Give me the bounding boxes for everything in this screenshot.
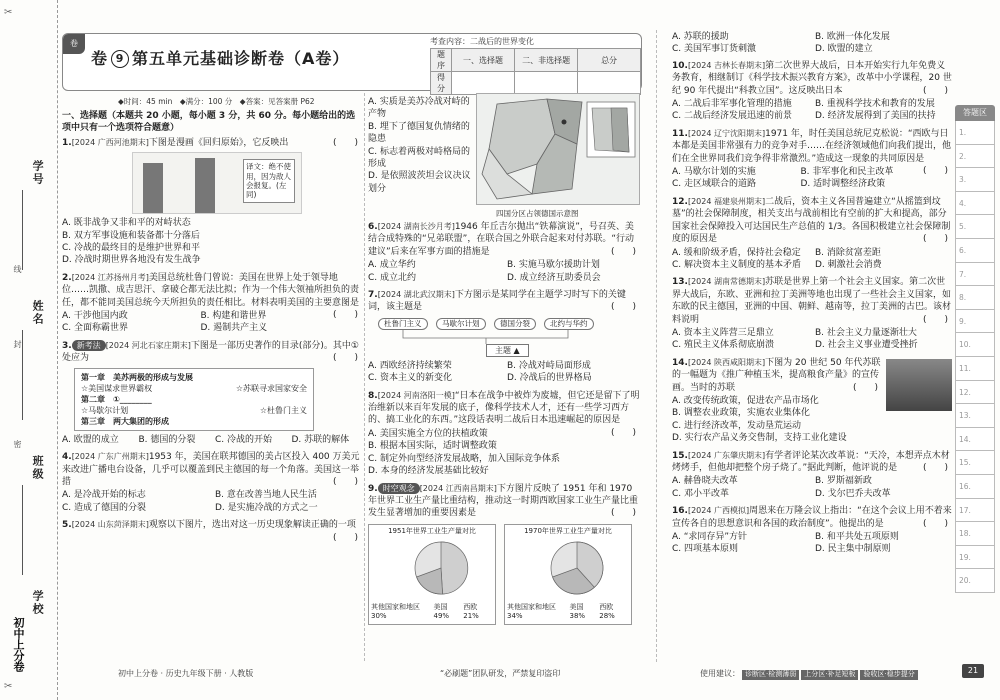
option[interactable]: A. 二战后非军事化管理的措施 [672,99,792,110]
answer-cell[interactable]: 5. [955,215,995,239]
option[interactable]: C. 冷战的最终目的是维护世界和平 [62,243,201,254]
option[interactable]: C. 全面称霸世界 [62,323,129,334]
option[interactable]: A. 欧盟的成立 [62,434,119,445]
option[interactable]: D. 是实施冷战的方式之一 [215,502,318,513]
option[interactable]: A. 既非战争又非和平的对峙状态 [62,218,191,229]
option[interactable]: A. 马歇尔计划的实施 [672,167,756,178]
option[interactable]: D. 是依照波茨坦会议决议划分 [368,171,471,194]
answer-cell[interactable]: 13. [955,404,995,428]
option[interactable]: C. 四项基本原则 [672,544,739,555]
exam-meta: ◆时间：45 min ◆满分：100 分 ◆答案：见答案册 P62 [118,97,315,106]
propaganda-poster-image [886,359,952,411]
option[interactable]: D. 适时调整经济政策 [800,179,886,190]
option[interactable]: C. 邓小平改革 [672,488,730,499]
exam-content: 考查内容：二战后的世界变化 [430,37,534,46]
usage-suggestion: 使用建议： 诊断区·检测薄弱 上分区·补足短板 验收区·稳步提分 [700,668,918,680]
option[interactable]: A. 赫鲁晓夫改革 [672,476,738,487]
column-divider [364,93,365,661]
student-no-line [22,190,23,270]
answer-cell[interactable]: 19. [955,546,995,570]
option[interactable]: D. 戈尔巴乔夫改革 [815,488,891,499]
score-table: 题序 一、选择题 二、非选择题 总分 得分 [430,48,641,95]
question-3: 3. 新考法 [2024 河北石家庄期末]下图是一部历史著作的目录(部分)。其中①处应为 ( ) 第一章 美苏两极的形成与发展 ☆美国谋求世界霸权 ☆苏联寻求国家安全 第二章 ①________ ☆马歇尔计划 ☆杜鲁门主义 第三章 两大集团的形成 A. 欧盟的成立 B. 德国的分裂 C. 冷战的开始 D. 苏联的解体 [62,340,362,446]
option[interactable]: C. 二战后经济发展迅速的前景 [672,111,793,122]
option[interactable]: D. 成立经济互助委员会 [507,272,601,283]
option[interactable]: B. 构建和谐世界 [200,311,267,322]
footer-center: “必刷题”团队研发，严禁复印盗印 [440,669,561,678]
answer-cell[interactable]: 12. [955,381,995,405]
page-number: 21 [962,664,984,678]
column-left [62,110,362,544]
option[interactable]: A. 苏联的援助 [672,32,729,42]
answer-cell[interactable]: 8. [955,286,995,310]
question-6: 6.[2024 湖南长沙月考]1946 年丘吉尔抛出“铁幕演说”，号召英、美结合成特殊的“兄弟联盟”，在联合国之外联合起来对付苏联。“行动建议”后来在军事方面的措施是 ( ) A. 成立华约 B. 实施马歇尔援助计划 C. 成立北约 D. 成立经济互助委员会 [368,221,640,284]
school-label: 学校 [31,590,45,616]
question-10: 10.[2024 吉林长春期末]第二次世界大战后，日本开始实行九年免费义务教育，相继制订《科学技术振兴教育方案》，改革中小学课程，20 世纪 90 年代提出“科教立国”。这反映出日本 ( ) A. 二战后非军事化管理的措施 B. 重视科学技术和教育的发展 C. 二战后经济发展迅速的前景 D. 经济发展得到了美国的扶持 [672,60,952,122]
option[interactable]: D. 刺激社会消费 [815,259,882,270]
exam-title: 卷 9 第五单元基础诊断卷（A卷） [91,49,350,68]
question-16: 16.[2024 广西模拟]周恩来在万隆会议上指出：“在这个会议上用不着来宣传各自的思想意识和各国的政治制度”。他提出的是 ( ) A. “求同存异”方针 B. 和平共处五项原则 C. 四项基本原则 D. 民主集中制原则 [672,506,952,555]
option[interactable]: B. 罗斯福新政 [815,476,872,487]
answer-cell[interactable]: 6. [955,239,995,263]
new-method-tag: 新考法 [72,340,106,351]
question-2: 2.[2024 江苏扬州月考]美国总统杜鲁门曾说：美国在世界上处于领导地位……凯撒、成吉思汗、拿破仑都无法比拟；作为一个伟大领袖所担负的责任，都不能同美国总统今天所担负的责任相比。材料表明美国的主要意图是 ( ) A. 干涉他国内政 B. 构建和谐世界 C. 全面称霸世界 D. 遏制共产主义 [62,272,360,334]
answer-cell[interactable]: 4. [955,192,995,216]
question-5: 5.[2024 山东菏泽期末]观察以下图片，选出对这一历史现象解读正确的一项 ( ) [62,520,358,543]
column-divider [656,30,657,662]
option[interactable]: A. 资本主义阵营三足鼎立 [672,327,774,338]
answer-cell[interactable]: 10. [955,333,995,357]
score-cell[interactable] [452,72,515,95]
answer-cell[interactable]: 9. [955,310,995,334]
question-1: 1.[2024 广西河池期末]下图是漫画《回归原始》，它反映出 ( ) 译文：绝不使用，因为敌人会报复。(左同) A. 既非战争又非和平的对峙状态 B. 双方军事设施和装备都十分落后 C. 冷战的最终目的是维护世界和平 D. 冷战时期世界各地没有发生战争 [62,137,362,267]
question-4: 4.[2024 广东广州期末]1953 年，美国在联邦德国的美占区投入 400 万美元来改进广播电台设备，几乎可以覆盖到民主德国的每一个角落。美国这一举措 ( ) A. 是冷战开始的标志 B. 意在改善当地人民生活 C. 造成了德国的分裂 D. 是实施冷战的方式之一 [62,451,362,514]
option[interactable]: A. 实质是美苏冷战对峙的产物 [368,97,470,120]
option[interactable]: D. 实行农产品义务交售制，支持工业化建设 [672,433,847,444]
answer-area-title: 答题区 [955,105,995,121]
option[interactable]: B. 意在改善当地人民生活 [215,490,317,501]
answer-cell[interactable]: 15. [955,451,995,475]
option[interactable]: B. 双方军事设施和装备都十分落后 [62,230,200,241]
option[interactable]: B. 德国的分裂 [138,434,196,445]
score-cell[interactable] [578,72,641,95]
cut-mark: 封 [13,340,23,348]
option[interactable]: C. 殖民主义体系彻底崩溃 [672,340,775,351]
question-9: 9. 时空观念 [2024 江西南昌期末]下方图片反映了 1951 年和 1970 年世界工业生产量比重结构，推动这一时期西欧国家工业生产量比重发生显著增加的重要因素是 ( ) 1951年世界工业生产量对比 其他国家和地区 30% 美国 49% 西欧 21% 1970年世界工业生产量对比 其他国家和地区 34% 美国 38% 西欧 28% [368,483,640,626]
section-title: 一、选择题（本题共 20 小题，每小题 3 分，共 60 分。每小题给出的选项中只有一个选项符合题意） [62,111,356,134]
germany-occupation-map [476,93,640,205]
answer-cell[interactable]: 1. [955,121,995,145]
cartoon-image [132,152,302,214]
cut-mark: 线 [13,265,23,273]
option[interactable]: A. 是冷战开始的标志 [62,490,146,501]
student-no-label: 学号 [31,160,45,186]
option[interactable]: D. 民主集中制原则 [815,544,891,555]
answer-cell[interactable]: 18. [955,522,995,546]
footer-left: 初中上分卷 · 历史九年级下册 · 人教版 [118,669,254,678]
question-13: 13.[2024 湖南常德期末]苏联是世界上第一个社会主义国家。第二次世界大战后，东欧、亚洲和拉丁美洲等地也出现了一些社会主义国家，如东欧的民主德国，亚洲的中国、朝鲜、越南等，拉丁美洲的古巴。该材料说明 ( ) A. 资本主义阵营三足鼎立 B. 社会主义力量逐渐壮大 C. 殖民主义体系彻底崩溃 D. 社会主义事业遭受挫折 [672,277,952,351]
option[interactable]: C. 造成了德国的分裂 [62,502,147,513]
option[interactable]: B. 冷战对峙局面形成 [507,360,591,371]
score-cell[interactable] [515,72,578,95]
cut-mark: 密 [13,440,23,448]
answer-cell[interactable]: 2. [955,145,995,169]
option[interactable]: D. 社会主义事业遭受挫折 [815,340,918,351]
option[interactable]: A. 干涉他国内政 [62,311,128,322]
answer-cell[interactable]: 20. [955,569,995,593]
option[interactable]: B. 消除贫富差距 [815,247,881,258]
question-14: 14.[2024 陕西咸阳期末]下图为 20 世纪 50 年代苏联的一幅题为《推广种植玉米，提高粮食产量》的宣传画。当时的苏联 ( ) A. 改变传统政策，促进农产品市场化 B. 调整农业政策，实施农业集体化 C. 进行经济改革，发动垦荒运动 D. 实行农产品义务交售制，支持工业化建设 [672,357,952,445]
option[interactable]: D. 经济发展得到了美国的扶持 [815,111,936,122]
answer-cell[interactable]: 3. [955,168,995,192]
option[interactable]: D. 冷战后的世界格局 [507,373,592,384]
option[interactable]: B. 欧洲一体化发展 [815,32,890,42]
answer-cell[interactable]: 16. [955,475,995,499]
option[interactable]: C. 标志着两极对峙格局的形成 [368,146,471,170]
concept-tag: 时空观念 [378,483,420,494]
answer-cell[interactable]: 11. [955,357,995,381]
exam-header [62,33,642,94]
pie-1970: 1970年世界工业生产量对比 其他国家和地区 34% 美国 38% 西欧 28% [504,524,632,625]
brand-logo: 初中上分卷 [12,617,25,672]
answer-cell[interactable]: 17. [955,499,995,523]
option[interactable]: B. 实施马歇尔援助计划 [507,260,600,271]
answer-cell[interactable]: 14. [955,428,995,452]
option[interactable]: B. 社会主义力量逐渐壮大 [815,327,917,338]
option[interactable]: B. 重视科学技术和教育的发展 [815,99,935,110]
question-11: 11.[2024 辽宁沈阳期末]1971 年，时任美国总统尼克松说：“西欧与日本都是美国非常强有力的竞争对手……在经济领域他们向我们提出，他们在全世界同我们竞争得非常激烈。”造成这一现象的共同原因是 ( ) A. 马歇尔计划的实施 B. 非军事化和民主改革 C. 走区域联合的道路 D. 适时调整经济政策 [672,128,952,190]
question-15: 15.[2024 广东肇庆期末]有学者评论某次改革说：“天冷，本想弄点木材烤烤手，但他却把整个房子烧了。”据此判断，他评说的是 ( ) A. 赫鲁晓夫改革 B. 罗斯福新政 C. 邓小平改革 D. 戈尔巴乔夫改革 [672,450,952,501]
option[interactable]: D. 欧盟的建立 [815,44,873,55]
option[interactable]: B. 根据本国实际，适时调整政策 [368,441,497,452]
exam-number-badge: 9 [111,50,129,68]
option[interactable]: C. 成立北约 [368,272,417,283]
answer-area [955,105,995,593]
binding-strip [0,0,58,700]
option[interactable]: C. 资本主义的新变化 [368,373,453,384]
scissor-icon: ✂ [4,681,13,692]
option[interactable]: C. 美国军事订货刺激 [672,44,757,55]
option[interactable]: A. 成立华约 [368,260,416,271]
option[interactable]: B. 调整农业政策，实施农业集体化 [672,408,810,419]
option[interactable]: D. 本身的经济发展基础比较好 [368,466,489,477]
table-of-contents: 第一章 美苏两极的形成与发展 ☆美国谋求世界霸权 ☆苏联寻求国家安全 第二章 ①________ ☆马歇尔计划 ☆杜鲁门主义 第三章 两大集团的形成 [74,368,314,431]
option[interactable]: A. 美国实施全方位的扶植政策 [368,428,488,439]
class-line [22,485,23,575]
option[interactable]: A. 西欧经济持续繁荣 [368,360,452,371]
map-caption: 四国分区占领德国示意图 [496,209,579,218]
pie-1951: 1951年世界工业生产量对比 其他国家和地区 30% 美国 49% 西欧 21% [368,524,496,625]
option[interactable]: C. 制定外向型经济发展战略，加入国际竞争体系 [368,453,561,464]
option[interactable]: B. 非军事化和民主改革 [800,167,894,178]
column-right [672,30,952,561]
question-7: 7.[2024 湖北武汉期末]下方图示是某同学在主题学习时写下的关键词，该主题是 ( ) 杜鲁门主义 马歇尔计划 德国分裂 北约与华约 主题 ▲ A. 西欧经济持续繁荣 B. 冷战对峙局面形成 C. 资本主义的新变化 D. 冷战后的世界格局 [368,289,640,385]
option[interactable]: A. 改变传统政策，促进农产品市场化 [672,395,819,406]
option[interactable]: D. 遏制共产主义 [200,323,268,334]
answer-cell[interactable]: 7. [955,263,995,287]
option[interactable]: D. 苏联的解体 [291,434,350,445]
column-middle [368,93,640,630]
pie-charts [368,524,640,625]
option[interactable]: D. 冷战时期世界各地没有发生战争 [62,255,201,266]
option[interactable]: B. 和平共处五项原则 [815,532,899,543]
option[interactable]: A. 缓和阶级矛盾，保持社会稳定 [672,247,801,258]
keyword-diagram: 杜鲁门主义 马歇尔计划 德国分裂 北约与华约 主题 ▲ [378,318,640,358]
option[interactable]: B. 埋下了德国复仇情绪的隐患 [368,121,470,145]
option[interactable]: A. “求同存异”方针 [672,532,748,543]
option[interactable]: C. 走区域联合的道路 [672,179,757,190]
option[interactable]: C. 解决资本主义制度的基本矛盾 [672,259,802,270]
option[interactable]: C. 冷战的开始 [215,434,273,445]
cartoon-caption: 译文：绝不使用，因为敌人会报复。(左同) [243,159,295,203]
scissor-icon: ✂ [4,7,13,18]
question-12: 12.[2024 福建泉州期末]二战后，资本主义各国普遍建立“从摇篮到坟墓”的社会保障制度，相关支出与战前相比有空前的扩大和提高，部分国家社会保障投入可达国民生产总值的 1/3。各国积极建立社会保障制度的原因是 ( ) A. 缓和阶级矛盾，保持社会稳定 B. 消除贫富差距 C. 解决资本主义制度的基本矛盾 D. 刺激社会消费 [672,196,951,270]
option[interactable]: C. 进行经济改革，发动垦荒运动 [672,420,802,431]
name-label: 姓名 [31,300,45,326]
question-8: 8.[2024 河南洛阳一模]“日本在战争中被炸为废墟，但它还是留下了明治维新以来百年发展的底子，像科学技术人才，还有一些学习西方的、搞工业化的东西。”这段话表明二战后日本迅速崛起的原因是 ( ) A. 美国实施全方位的扶植政策 B. 根据本国实际，适时调整政策 C. 制定外向型经济发展战略，加入国际竞争体系 D. 本身的经济发展基础比较好 [368,390,640,477]
class-label: 班级 [31,455,45,481]
corner-tag: 卷 [63,34,85,54]
